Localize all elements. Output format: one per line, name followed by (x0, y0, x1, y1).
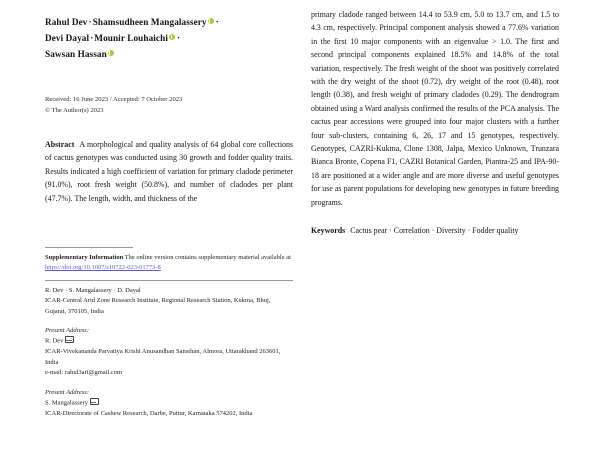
author-name: Devi Dayal (45, 33, 90, 43)
supplementary-information (45, 247, 293, 274)
affiliation-author-name: S. Mangalassery (45, 399, 88, 407)
affiliation-address: ICAR-Central Arid Zone Research Institute, Regional Research Station, Kukma, Bhuj, Gujarat, 370105, India (45, 297, 271, 315)
affiliation-item (45, 286, 293, 317)
affiliation-item (45, 388, 293, 420)
envelope-icon (65, 336, 74, 343)
keywords-label: Keywords (311, 226, 346, 236)
affiliation-authors (45, 336, 293, 347)
author-separator: · (90, 33, 94, 43)
publication-dates (45, 94, 293, 116)
author-separator: · (215, 17, 219, 27)
right-column (311, 8, 559, 238)
affiliation-divider-rule (45, 280, 293, 281)
author-name: Shamsudheen Mangalassery (92, 17, 207, 27)
two-column-layout (45, 8, 560, 419)
author-separator: · (176, 33, 181, 43)
affiliations-block (45, 286, 293, 419)
affiliation-item (45, 326, 293, 379)
author-separator: · (88, 17, 92, 27)
abstract-text-right: primary cladode ranged between 14.4 to 53.9 cm, 5.0 to 13.7 cm, and 1.5 to 4.3 cm, respectively. Principal component analysis showed a 77.6% variation in the first 10 major components with an eigenvalue > 1.0. The first and second principal components explained 18.5% and 14.8% of the total variation, respectively. The fresh weight of the shoot was positively correlated with the dry weight of the shoot (0.72), dry weight of the root (0.48), root length (0.38), and fresh weight of primary cladodes (0.29). The dendrogram obtained using a Ward analysis confirmed the results of the PCA analysis. The cactus pear accessions were grouped into four major clusters with a further four sub-clusters, containing 6, 26, 17 and 15 genotypes, respectively. Genotypes, CAZRI-Kukma, Clone 1308, Jalpa, Mexico Unknown, Trunzara Bianca Bronte, Copena F1, CAZRI Botanical Garden, Piantra-25 and IPA-90-18 are positioned at a wider angle and are more diverse and useful genotypes for use as parent populations for developing new genotypes in future breeding programs. (311, 10, 559, 207)
orcid-icon[interactable] (108, 50, 114, 56)
abstract-section (45, 138, 293, 205)
affiliation-author-name: R. Dev (45, 337, 64, 345)
supplementary-label: Supplementary Information (45, 254, 124, 262)
keywords-text: Cactus pear · Correlation · Diversity · Fodder quality (350, 226, 519, 236)
affiliation-address: ICAR-Vivekananda Parvatiya Krishi Anusandhan Sansthan, Almora, Uttarakhand 263601, India (45, 348, 281, 366)
author-list (45, 14, 293, 62)
author-name: Sawsan Hassan (45, 49, 107, 59)
keywords-section (311, 224, 559, 237)
author-line (45, 30, 293, 46)
author-line (45, 46, 293, 62)
author-name: Mounir Louhaichi (94, 33, 168, 43)
orcid-icon[interactable] (208, 18, 214, 24)
received-accepted-line: Received: 16 June 2023 / Accepted: 7 October 2023 (45, 96, 183, 103)
abstract-text-left: A morphological and quality analysis of 64 global core collections of cactus genotypes was conducted using 30 growth and fodder quality traits. Results indicated a high coefficient of variation for primary cladode perimeter (91.0%), root fresh weight (50.8%), and number of cladodes per plant (47.7%). The length, width, and thickness of the (45, 140, 293, 203)
copyright-line: © The Author(s) 2023 (45, 107, 104, 114)
envelope-icon (90, 398, 99, 405)
supplementary-text: The online version contains supplementary material available at (124, 254, 291, 262)
left-column (45, 8, 293, 419)
affiliation-authors: R. Dev · S. Mangalassery · D. Dayal (45, 286, 141, 294)
present-address-label: Present Address: (45, 327, 89, 335)
supplementary-top-rule (45, 247, 133, 248)
orcid-icon[interactable] (169, 34, 175, 40)
doi-link[interactable]: https://doi.org/10.1007/s10722-023-01773-8 (45, 264, 161, 272)
affiliation-address: ICAR-Directorate of Cashew Research, Darbe, Puttur, Karnataka 574202, India (45, 409, 253, 417)
author-name: Rahul Dev (45, 17, 88, 27)
affiliation-email[interactable]: e-mail: rahul3ari@gmail.com (45, 369, 123, 377)
abstract-label: Abstract (45, 140, 75, 149)
affiliation-authors (45, 398, 293, 409)
author-line (45, 14, 293, 30)
present-address-label: Present Address: (45, 388, 89, 396)
